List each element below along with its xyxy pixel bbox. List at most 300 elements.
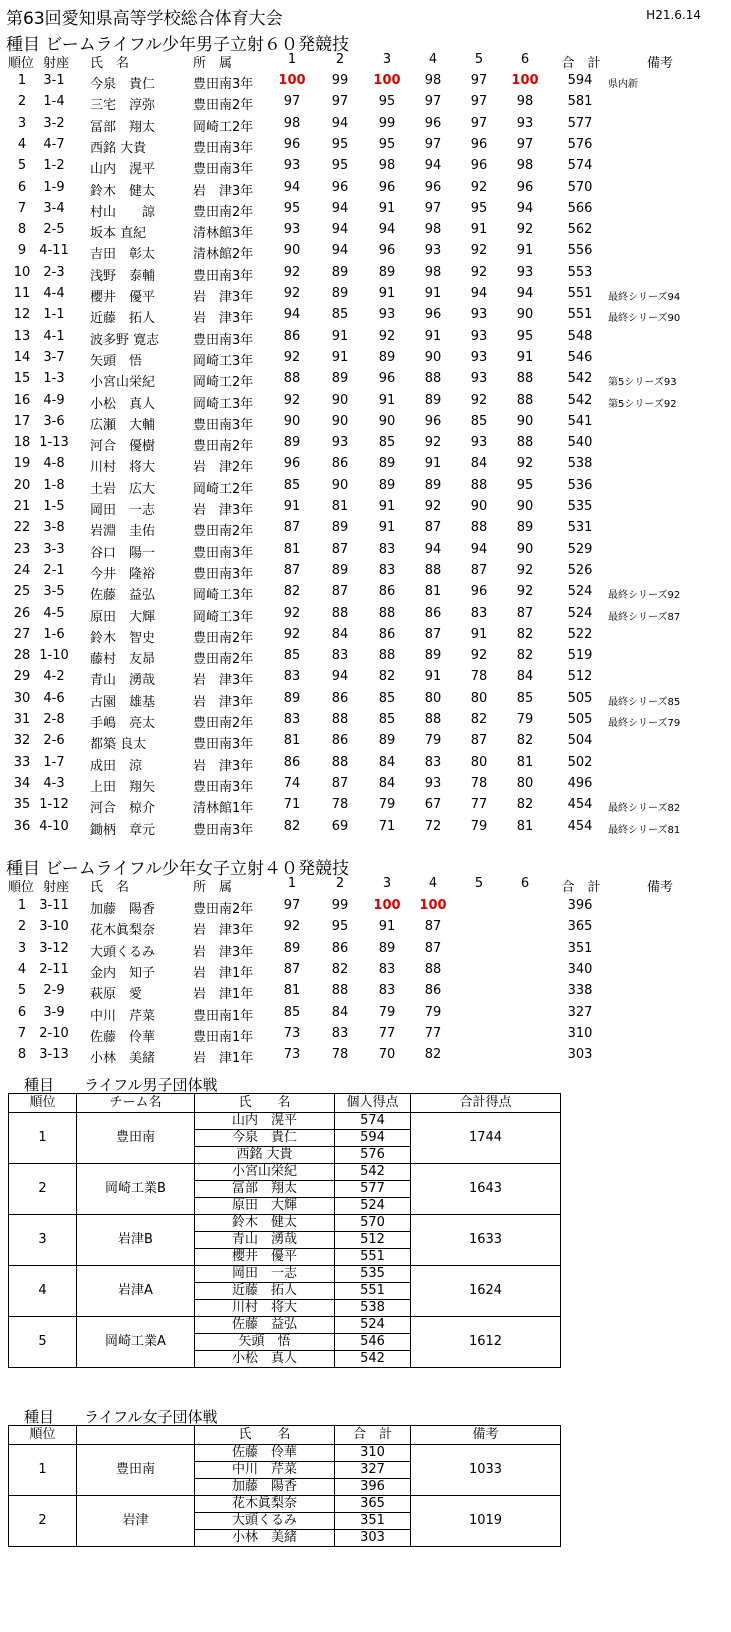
team-name: 豊田南 — [77, 1113, 195, 1164]
member-name: 大頭くるみ — [195, 1513, 335, 1530]
cell-series-6: 100 — [511, 73, 539, 88]
cell-rank: 7 — [17, 1025, 27, 1041]
cell-name: 小宮山栄紀 — [90, 375, 156, 391]
cell-series-3: 96 — [378, 179, 396, 195]
table-row — [0, 478, 731, 500]
cell-series-2: 88 — [331, 605, 349, 621]
cell-series-5: 85 — [470, 413, 488, 429]
cell-rank: 5 — [17, 983, 27, 999]
cell-series-1: 100 — [278, 73, 306, 88]
cell-affiliation: 岩 津3年 — [193, 923, 254, 939]
boys-header-cell: 合 計 — [561, 56, 601, 71]
table-row — [0, 243, 731, 265]
cell-name: 岩淵 圭佑 — [90, 524, 156, 540]
cell-series-3: 89 — [378, 733, 396, 749]
table-row — [0, 286, 731, 308]
table-row — [0, 819, 731, 841]
cell-series-6: 92 — [516, 222, 534, 238]
member-score: 574 — [335, 1113, 411, 1130]
cell-name: 川村 将大 — [90, 460, 156, 476]
cell-series-6: 89 — [516, 520, 534, 536]
cell-series-2: 87 — [331, 584, 349, 600]
cell-name: 佐藤 伶華 — [90, 1029, 156, 1045]
cell-series-1: 89 — [283, 940, 301, 956]
boys-header-cell: 4 — [428, 52, 438, 67]
cell-series-6: 95 — [516, 477, 534, 493]
cell-series-3: 89 — [378, 349, 396, 365]
cell-series-4: 87 — [424, 626, 442, 642]
cell-affiliation: 豊田南3年 — [193, 417, 254, 433]
cell-total: 454 — [567, 818, 593, 834]
team-header-cell: 順位 — [9, 1094, 77, 1113]
cell-affiliation: 豊田南2年 — [193, 902, 254, 917]
cell-notes: 最終シリーズ90 — [608, 313, 681, 325]
cell-notes: 最終シリーズ92 — [608, 590, 681, 602]
cell-series-4: 86 — [424, 605, 442, 621]
cell-affiliation: 岩 津1年 — [193, 987, 254, 1003]
team-name: 岩津B — [77, 1215, 195, 1266]
cell-lane: 4-9 — [43, 392, 65, 408]
cell-series-4: 89 — [424, 648, 442, 664]
boys-team-table — [8, 1093, 561, 1368]
cell-affiliation: 岩 津3年 — [193, 944, 254, 960]
cell-series-3: 85 — [378, 712, 396, 727]
cell-series-4: 98 — [424, 73, 442, 88]
cell-total: 396 — [567, 898, 593, 913]
cell-series-1: 85 — [283, 477, 301, 493]
boys-header-cell: 5 — [474, 52, 484, 67]
cell-series-6: 88 — [516, 392, 534, 408]
cell-series-4: 96 — [424, 115, 442, 131]
cell-series-3: 88 — [378, 648, 396, 664]
cell-series-6: 87 — [516, 605, 534, 621]
cell-name: 小松 真人 — [90, 396, 156, 412]
cell-total: 541 — [567, 413, 593, 429]
cell-affiliation: 岩 津1年 — [193, 1051, 254, 1067]
cell-affiliation: 岡崎工3年 — [193, 609, 254, 625]
cell-lane: 2-3 — [43, 264, 65, 280]
cell-lane: 4-5 — [43, 605, 65, 621]
cell-series-6: 91 — [516, 243, 534, 259]
cell-series-4: 98 — [424, 264, 442, 280]
table-row — [0, 1047, 731, 1069]
cell-rank: 25 — [13, 584, 31, 600]
cell-name: 近藤 拓人 — [90, 311, 156, 327]
cell-lane: 2-5 — [43, 222, 65, 238]
team-header-cell: 備考 — [411, 1426, 561, 1445]
cell-series-2: 96 — [331, 179, 349, 195]
table-row — [0, 222, 731, 244]
cell-series-3: 84 — [378, 775, 396, 791]
cell-lane: 4-11 — [39, 243, 69, 259]
table-row — [0, 371, 731, 393]
cell-series-1: 95 — [283, 200, 301, 216]
cell-total: 496 — [567, 775, 593, 791]
girls-header-cell: 4 — [428, 876, 438, 891]
table-row — [0, 158, 731, 180]
cell-affiliation: 清林館2年 — [193, 247, 254, 263]
cell-rank: 8 — [17, 222, 27, 238]
cell-affiliation: 岩 津3年 — [193, 758, 254, 774]
cell-series-5: 93 — [470, 435, 488, 451]
cell-rank: 12 — [13, 307, 31, 323]
cell-series-4: 80 — [424, 690, 442, 706]
cell-series-3: 95 — [378, 136, 396, 152]
cell-series-5: 93 — [470, 328, 488, 344]
cell-affiliation: 豊田南3年 — [193, 779, 254, 795]
cell-series-2: 99 — [331, 898, 349, 913]
table-row — [0, 435, 731, 457]
cell-series-6: 90 — [516, 541, 534, 557]
date: H21.6.14 — [646, 8, 701, 22]
cell-series-3: 95 — [378, 94, 396, 110]
boys-team-title: 種目 ライフル男子団体戦 — [24, 1076, 218, 1094]
table-row — [9, 1317, 561, 1334]
team-total: 1019 — [411, 1496, 561, 1547]
cell-series-2: 88 — [331, 754, 349, 770]
cell-rank: 28 — [13, 648, 31, 664]
cell-series-4: 100 — [419, 898, 447, 913]
cell-name: 三宅 淳弥 — [90, 98, 156, 114]
cell-series-3: 79 — [378, 797, 396, 813]
cell-affiliation: 岡崎工3年 — [193, 588, 254, 604]
member-score: 542 — [335, 1351, 411, 1368]
table-row — [0, 733, 731, 755]
team-rank: 5 — [9, 1317, 77, 1368]
cell-series-1: 92 — [283, 605, 301, 621]
cell-name: 佐藤 益弘 — [90, 588, 156, 604]
cell-affiliation: 岩 津1年 — [193, 965, 254, 981]
cell-total: 570 — [567, 179, 593, 195]
cell-name: 鈴木 健太 — [90, 183, 156, 199]
member-name: 小林 美緒 — [195, 1530, 335, 1547]
cell-lane: 4-10 — [39, 818, 69, 834]
cell-series-2: 86 — [331, 940, 349, 956]
table-row — [0, 137, 731, 159]
cell-series-2: 89 — [331, 562, 349, 578]
table-row — [0, 983, 731, 1005]
cell-total: 340 — [567, 961, 593, 977]
cell-series-2: 78 — [331, 797, 349, 813]
cell-rank: 33 — [13, 754, 31, 770]
table-row — [0, 755, 731, 777]
cell-series-1: 87 — [283, 961, 301, 977]
cell-series-5: 92 — [470, 648, 488, 664]
cell-series-3: 96 — [378, 371, 396, 387]
cell-rank: 16 — [13, 392, 31, 408]
cell-series-4: 91 — [424, 456, 442, 472]
cell-series-6: 81 — [516, 754, 534, 770]
cell-affiliation: 豊田南3年 — [193, 566, 254, 582]
cell-lane: 3-9 — [43, 1004, 65, 1020]
cell-name: 花木眞梨奈 — [90, 923, 156, 939]
cell-series-6: 92 — [516, 584, 534, 600]
table-row — [0, 520, 731, 542]
cell-series-3: 89 — [378, 940, 396, 956]
cell-series-5: 90 — [470, 499, 488, 514]
cell-series-5: 96 — [470, 136, 488, 152]
cell-series-3: 90 — [378, 413, 396, 429]
girls-header-cell: 合 計 — [561, 880, 601, 895]
cell-series-6: 92 — [516, 562, 534, 578]
cell-total: 594 — [567, 73, 593, 88]
girls-header-cell: 射座 — [42, 880, 69, 895]
girls-header — [0, 876, 731, 898]
cell-total: 365 — [567, 919, 593, 935]
member-name: 花木眞梨奈 — [195, 1496, 335, 1513]
team-name: 岩津A — [77, 1266, 195, 1317]
boys-header-cell: 順位 — [7, 56, 34, 71]
cell-affiliation: 豊田南2年 — [193, 652, 254, 668]
cell-total: 542 — [567, 392, 593, 408]
cell-name: 西銘 大貴 — [90, 140, 147, 156]
table-row — [0, 941, 731, 963]
cell-series-2: 89 — [331, 286, 349, 301]
cell-lane: 3-12 — [39, 940, 69, 956]
cell-series-2: 88 — [331, 983, 349, 999]
cell-lane: 2-6 — [43, 733, 65, 749]
cell-total: 542 — [567, 371, 593, 387]
cell-notes: 最終シリーズ79 — [608, 718, 681, 729]
cell-name: 萩原 愛 — [90, 987, 143, 1003]
table-row — [0, 776, 731, 798]
girls-header-cell: 2 — [335, 876, 345, 891]
cell-rank: 20 — [13, 477, 31, 493]
cell-series-4: 98 — [424, 222, 442, 238]
cell-series-5: 94 — [470, 541, 488, 557]
boys-event-title: 種目 ビームライフル少年男子立射６０発競技 — [6, 35, 350, 55]
cell-rank: 13 — [13, 328, 31, 344]
cell-series-2: 88 — [331, 712, 349, 727]
member-score: 576 — [335, 1147, 411, 1164]
table-row — [0, 350, 731, 372]
table-row — [0, 962, 731, 984]
cell-series-6: 79 — [516, 712, 534, 727]
cell-series-1: 86 — [283, 328, 301, 344]
cell-notes: 最終シリーズ81 — [608, 824, 681, 836]
cell-series-2: 82 — [331, 961, 349, 977]
cell-series-1: 87 — [283, 562, 301, 578]
cell-series-4: 86 — [424, 983, 442, 999]
cell-series-6: 95 — [516, 328, 534, 344]
cell-lane: 4-8 — [43, 456, 65, 472]
cell-series-1: 93 — [283, 158, 301, 174]
table-row — [9, 1496, 561, 1513]
cell-rank: 6 — [17, 1004, 27, 1020]
table-row — [0, 712, 731, 734]
table-row — [0, 669, 731, 691]
cell-name: 大頭くるみ — [90, 944, 156, 960]
cell-series-6: 88 — [516, 371, 534, 387]
girls-header-cell: 6 — [520, 876, 530, 891]
cell-lane: 3-2 — [43, 115, 65, 131]
cell-total: 535 — [567, 499, 593, 514]
cell-series-4: 90 — [424, 349, 442, 365]
cell-series-5: 78 — [470, 669, 488, 685]
girls-event-title: 種目 ビームライフル少年女子立射４０発競技 — [6, 859, 350, 879]
cell-total: 548 — [567, 328, 593, 344]
cell-series-2: 97 — [331, 94, 349, 110]
cell-notes: 最終シリーズ87 — [608, 611, 681, 623]
cell-series-5: 78 — [470, 775, 488, 791]
cell-series-3: 79 — [378, 1004, 396, 1020]
member-score: 551 — [335, 1249, 411, 1266]
member-name: 佐藤 益弘 — [195, 1317, 335, 1334]
table-row — [0, 627, 731, 649]
member-name: 冨部 翔太 — [195, 1181, 335, 1198]
cell-series-4: 79 — [424, 1004, 442, 1020]
cell-series-3: 100 — [373, 73, 401, 88]
cell-lane: 1-1 — [43, 307, 65, 323]
cell-series-6: 82 — [516, 733, 534, 749]
cell-series-4: 97 — [424, 136, 442, 152]
cell-series-4: 91 — [424, 328, 442, 344]
girls-team-title: 種目 ライフル女子団体戦 — [24, 1408, 218, 1426]
cell-series-6: 81 — [516, 818, 534, 834]
cell-rank: 10 — [13, 264, 31, 280]
cell-name: 今泉 貴仁 — [90, 77, 156, 92]
boys-header-cell: 1 — [287, 52, 297, 67]
table-row — [0, 919, 731, 941]
cell-affiliation: 豊田南2年 — [193, 439, 254, 455]
cell-series-1: 85 — [283, 648, 301, 664]
cell-total: 574 — [567, 158, 593, 174]
team-total: 1624 — [411, 1266, 561, 1317]
boys-header-cell: 備考 — [646, 56, 673, 71]
cell-series-5: 87 — [470, 733, 488, 749]
cell-series-1: 74 — [283, 775, 301, 791]
cell-series-3: 89 — [378, 264, 396, 280]
cell-lane: 4-3 — [43, 775, 65, 791]
cell-series-1: 71 — [283, 797, 301, 813]
cell-name: 坂本 直紀 — [90, 226, 147, 242]
cell-series-1: 92 — [283, 919, 301, 935]
cell-series-6: 82 — [516, 648, 534, 664]
cell-name: 谷口 陽一 — [90, 545, 156, 561]
cell-rank: 19 — [13, 456, 31, 472]
cell-lane: 2-1 — [43, 562, 65, 578]
cell-total: 576 — [567, 136, 593, 152]
table-row — [9, 1215, 561, 1232]
member-name: 櫻井 優平 — [195, 1249, 335, 1266]
cell-series-6: 96 — [516, 179, 534, 195]
cell-lane: 1-4 — [43, 94, 65, 110]
cell-series-6: 82 — [516, 626, 534, 642]
table-row — [0, 456, 731, 478]
cell-series-6: 98 — [516, 94, 534, 110]
cell-series-4: 79 — [424, 733, 442, 749]
cell-series-3: 83 — [378, 541, 396, 557]
cell-name: 冨部 翔太 — [90, 119, 156, 135]
member-score: 542 — [335, 1164, 411, 1181]
team-header-cell: 氏 名 — [195, 1094, 335, 1113]
cell-lane: 4-1 — [43, 328, 65, 344]
cell-series-2: 99 — [331, 73, 349, 88]
boys-header-cell: 6 — [520, 52, 530, 67]
team-header-cell — [77, 1426, 195, 1445]
cell-lane: 1-3 — [43, 371, 65, 387]
cell-series-1: 92 — [283, 349, 301, 365]
cell-series-5: 83 — [470, 605, 488, 621]
cell-name: 小林 美緒 — [90, 1051, 156, 1067]
cell-total: 310 — [567, 1025, 593, 1041]
cell-series-4: 88 — [424, 371, 442, 387]
cell-affiliation: 清林館3年 — [193, 226, 254, 242]
cell-series-2: 95 — [331, 919, 349, 935]
cell-series-3: 77 — [378, 1025, 396, 1041]
cell-total: 303 — [567, 1047, 593, 1063]
cell-name: 村山 諒 — [90, 204, 156, 220]
cell-lane: 1-8 — [43, 477, 65, 493]
cell-rank: 17 — [13, 413, 31, 429]
cell-series-1: 97 — [283, 94, 301, 110]
cell-total: 562 — [567, 222, 593, 238]
cell-name: 成田 涼 — [90, 758, 143, 774]
cell-lane: 1-13 — [39, 435, 69, 451]
cell-affiliation: 岡崎工3年 — [193, 353, 254, 369]
cell-total: 540 — [567, 435, 593, 451]
cell-series-4: 67 — [424, 797, 442, 813]
cell-series-2: 83 — [331, 1025, 349, 1041]
cell-name: 浅野 泰輔 — [90, 268, 156, 284]
team-name: 岩津 — [77, 1496, 195, 1547]
cell-series-5: 97 — [470, 94, 488, 110]
girls-header-cell: 所 属 — [193, 880, 233, 895]
cell-series-1: 92 — [283, 264, 301, 280]
cell-affiliation: 岩 津3年 — [193, 503, 254, 518]
cell-series-1: 83 — [283, 669, 301, 685]
cell-series-6: 80 — [516, 775, 534, 791]
cell-series-4: 89 — [424, 392, 442, 408]
member-score: 524 — [335, 1198, 411, 1215]
cell-name: 岡田 一志 — [90, 503, 156, 518]
cell-series-6: 88 — [516, 435, 534, 451]
team-rank: 4 — [9, 1266, 77, 1317]
table-row — [0, 1005, 731, 1027]
cell-series-3: 70 — [378, 1047, 396, 1063]
cell-affiliation: 豊田南2年 — [193, 204, 254, 220]
table-row — [0, 797, 731, 819]
table-row — [0, 584, 731, 606]
girls-team-table — [8, 1425, 561, 1547]
cell-rank: 21 — [13, 499, 31, 514]
cell-affiliation: 豊田南1年 — [193, 1029, 254, 1045]
cell-series-4: 88 — [424, 961, 442, 977]
cell-series-2: 84 — [331, 626, 349, 642]
cell-series-6: 91 — [516, 349, 534, 365]
cell-rank: 5 — [17, 158, 27, 174]
table-row — [9, 1113, 561, 1130]
table-row — [0, 542, 731, 564]
cell-lane: 3-8 — [43, 520, 65, 536]
cell-total: 504 — [567, 733, 593, 749]
team-total: 1643 — [411, 1164, 561, 1215]
member-name: 小宮山栄紀 — [195, 1164, 335, 1181]
cell-series-6: 82 — [516, 797, 534, 813]
cell-total: 581 — [567, 94, 593, 110]
cell-series-3: 99 — [378, 115, 396, 131]
cell-total: 351 — [567, 940, 593, 956]
cell-name: 鈴木 智史 — [90, 630, 156, 646]
cell-rank: 6 — [17, 179, 27, 195]
cell-series-4: 87 — [424, 940, 442, 956]
cell-series-4: 72 — [424, 818, 442, 834]
cell-lane: 3-7 — [43, 349, 65, 365]
member-name: 川村 将大 — [195, 1300, 335, 1317]
cell-series-2: 69 — [331, 818, 349, 834]
cell-affiliation: 豊田南2年 — [193, 716, 254, 731]
table-row — [0, 606, 731, 628]
